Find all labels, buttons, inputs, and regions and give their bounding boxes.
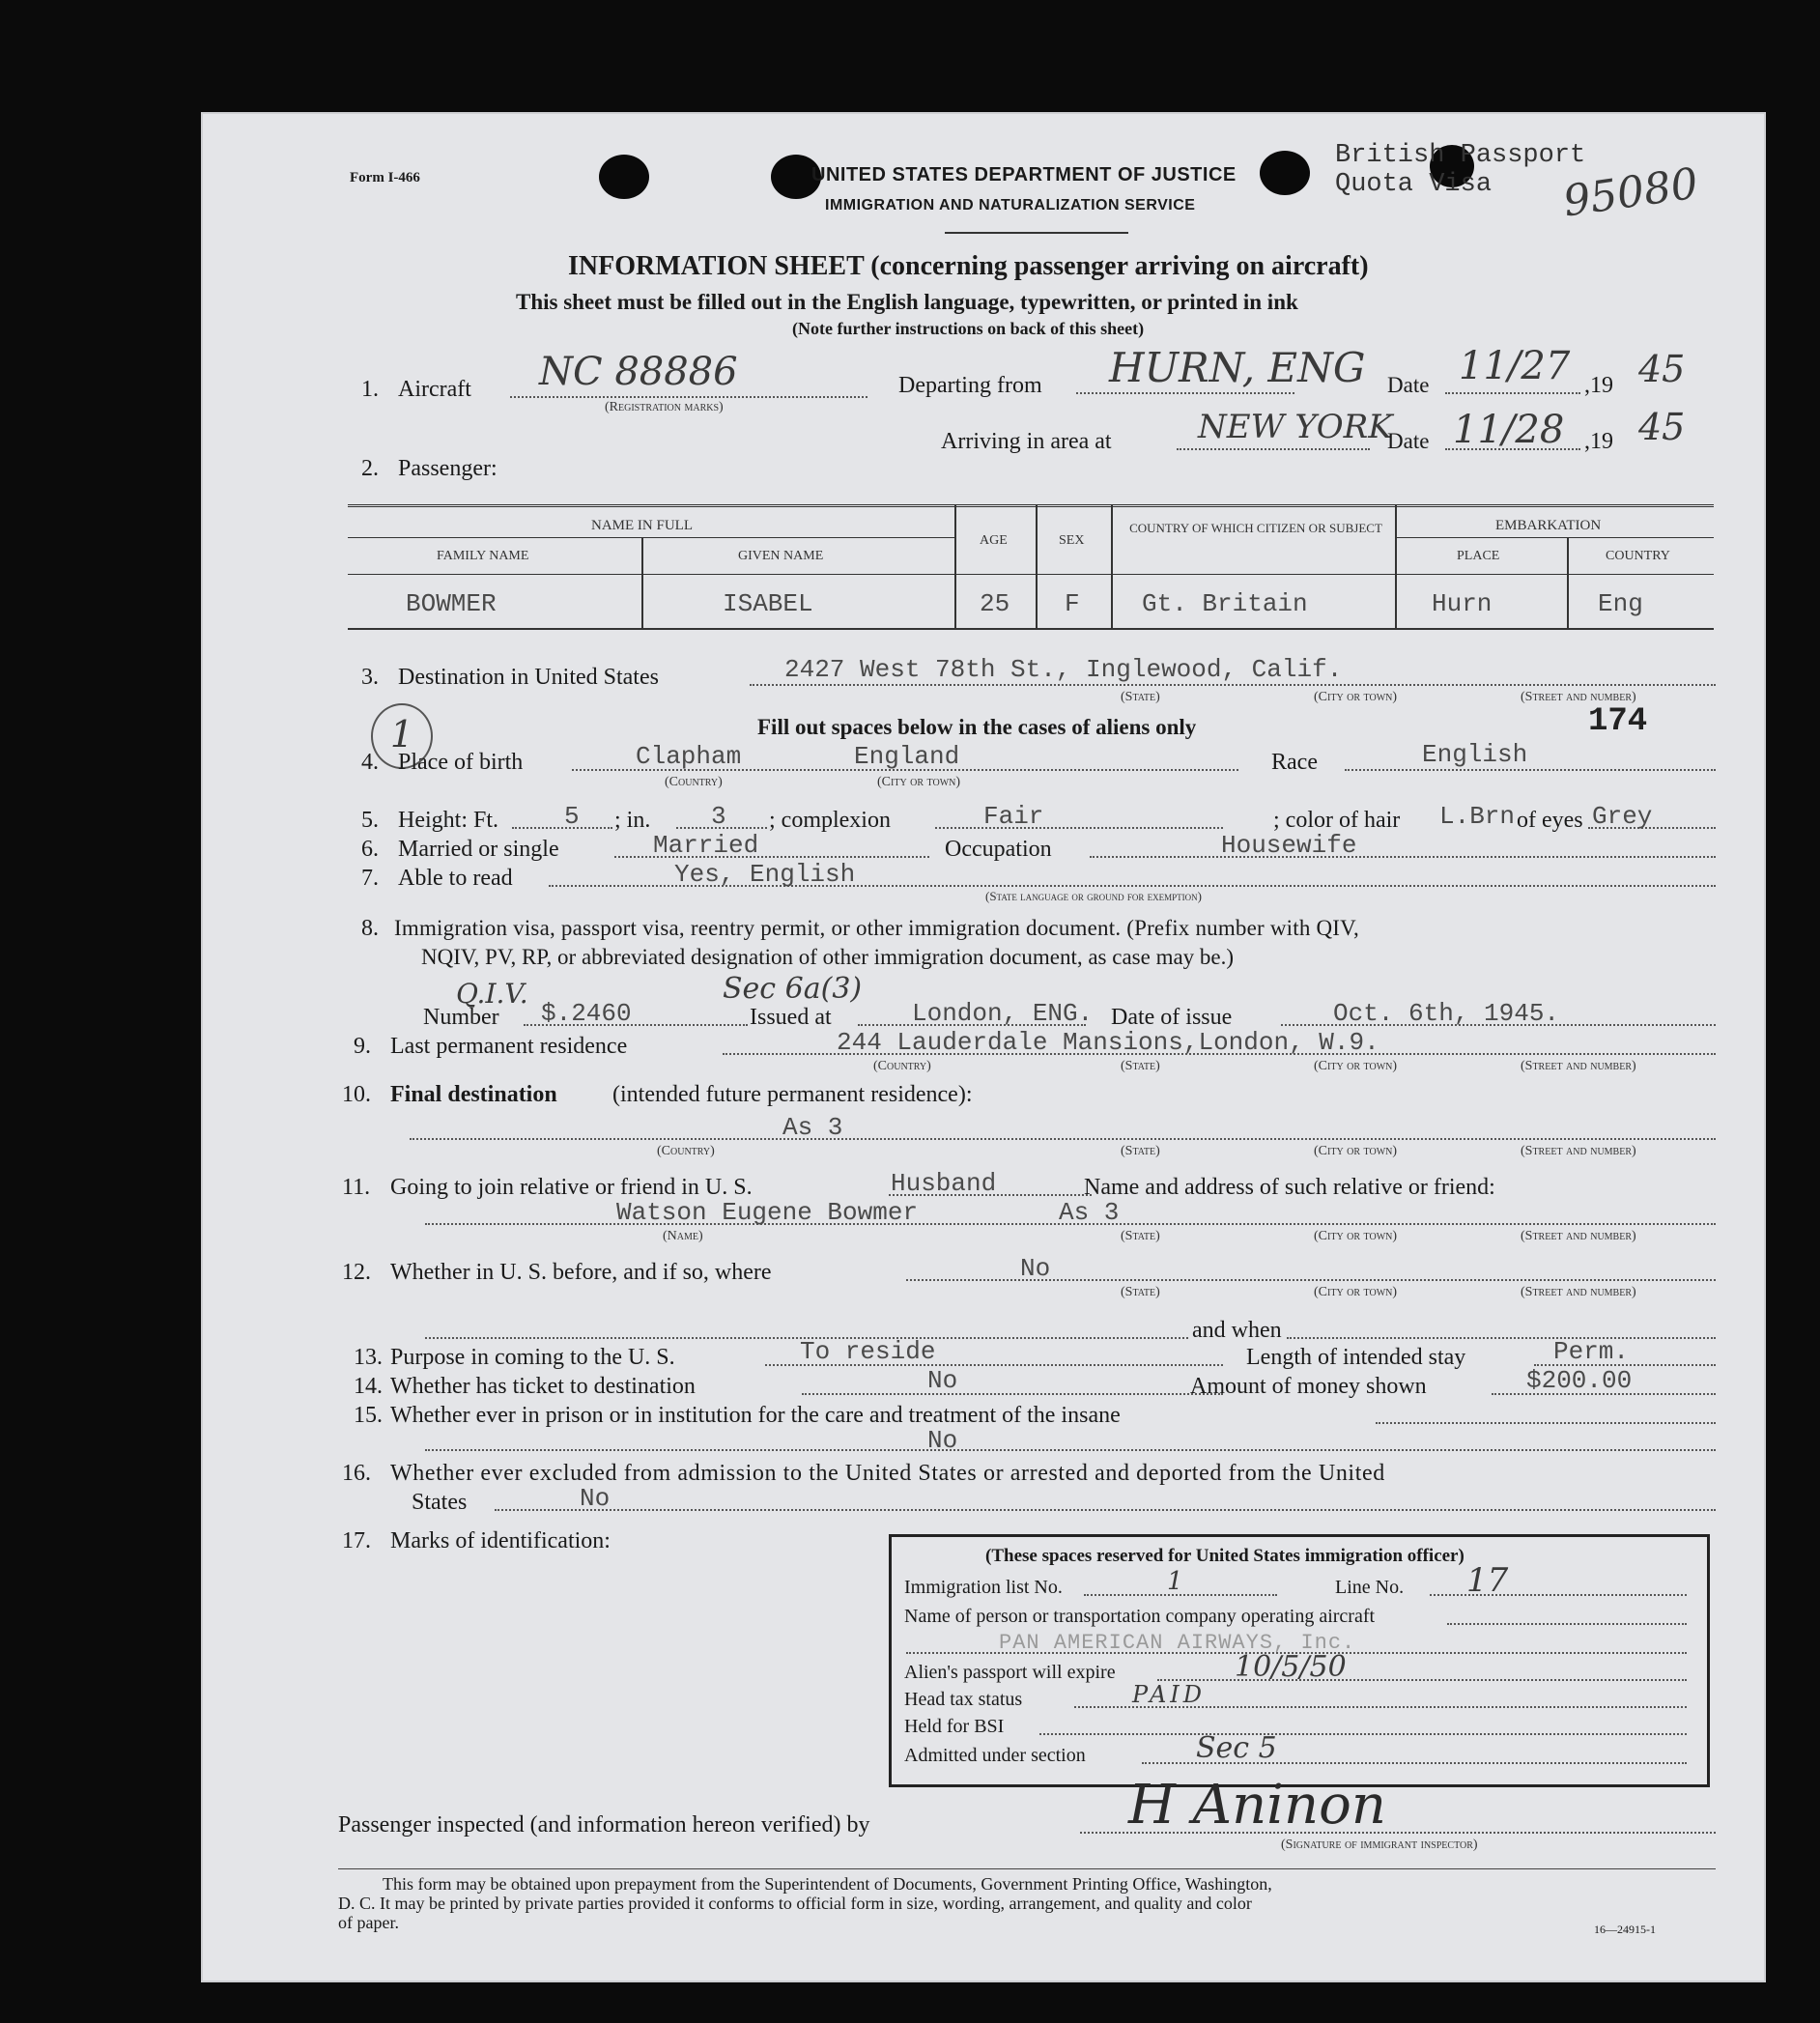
purpose-value: To reside	[800, 1337, 936, 1366]
age-cell: 25	[980, 589, 1010, 618]
family-name-header: FAMILY NAME	[437, 549, 529, 563]
stamp-line1: British Passport	[1335, 141, 1586, 170]
relative-state-caption: (State)	[1121, 1229, 1160, 1243]
passenger-label: Passenger:	[398, 456, 498, 481]
given-name-cell: ISABEL	[723, 589, 813, 618]
footer-text2: D. C. It may be printed by private parties provided it conforms to official form in size, wording, arrangement, and quality and color	[338, 1894, 1252, 1913]
when-label: and when	[1192, 1318, 1282, 1343]
final-state-caption: (State)	[1121, 1144, 1160, 1158]
arrive-year-prefix: ,19	[1584, 429, 1613, 454]
relation-value: Husband	[891, 1169, 997, 1198]
col-divider	[954, 504, 956, 628]
sex-header: SEX	[1059, 533, 1085, 548]
col-divider	[641, 537, 643, 628]
citizen-header: COUNTRY OF WHICH CITIZEN OR SUBJECT	[1129, 521, 1382, 535]
final-street-caption: (Street and number)	[1521, 1144, 1636, 1158]
sex-cell: F	[1065, 589, 1080, 618]
relative-street-caption: (Street and number)	[1521, 1229, 1636, 1243]
number-value: $.2460	[541, 999, 632, 1028]
residence-label: Last permanent residence	[390, 1034, 628, 1059]
marital-value: Married	[653, 831, 759, 860]
prior-city-caption: (City or town)	[1314, 1285, 1398, 1299]
footer-text3: of paper.	[338, 1913, 399, 1932]
title-paren: (concerning passenger arriving on aircraft)	[870, 251, 1369, 281]
bsi-line	[1039, 1733, 1687, 1735]
hair-value: L.Brn	[1439, 802, 1516, 831]
departing-line	[1076, 392, 1294, 394]
section-label: Admitted under section	[904, 1745, 1086, 1766]
officer-box-title: (These spaces reserved for United States immigration officer)	[985, 1546, 1465, 1566]
eyes-label: of eyes	[1517, 808, 1583, 833]
line-no-label: Line No.	[1335, 1577, 1405, 1598]
aircraft-line	[510, 396, 867, 398]
item2-number: 2.	[361, 456, 379, 481]
prior-state-caption: (State)	[1121, 1285, 1160, 1299]
item7-number: 7.	[361, 866, 379, 891]
reg-marks-caption: (Registration marks)	[605, 400, 724, 414]
feet-line	[512, 827, 612, 829]
race-value: English	[1422, 740, 1528, 769]
number-174: 174	[1588, 703, 1648, 740]
complexion-line	[935, 827, 1223, 829]
document-line1: Immigration visa, passport visa, reentry permit, or other immigration document. (Prefix number with QIV,	[394, 916, 1359, 940]
table-top-rule	[348, 504, 1714, 507]
height-label: Height: Ft.	[398, 808, 499, 833]
destination-city-caption: (City or town)	[1314, 690, 1398, 704]
money-label: Amount of money shown	[1190, 1374, 1427, 1399]
item12-number: 12.	[342, 1260, 371, 1285]
list-no-label: Immigration list No.	[904, 1577, 1063, 1598]
final-city-caption: (City or town)	[1314, 1144, 1398, 1158]
footer-code: 16—24915-1	[1594, 1923, 1656, 1936]
occupation-label: Occupation	[945, 837, 1052, 862]
destination-state-caption: (State)	[1121, 690, 1160, 704]
table-bottom-rule	[348, 628, 1714, 630]
hair-label: ; color of hair	[1273, 808, 1401, 833]
qiv-note: Q.I.V.	[456, 978, 528, 1010]
col-divider	[1111, 504, 1113, 628]
money-value: $200.00	[1526, 1366, 1633, 1395]
line-no-value: 17	[1466, 1561, 1509, 1600]
margin-circled-mark: 1	[371, 703, 433, 769]
item15-number: 15.	[354, 1403, 383, 1428]
arriving-value: NEW YORK	[1198, 408, 1393, 446]
final-destination-value: As 3	[782, 1113, 843, 1142]
destination-line	[750, 684, 1716, 686]
aircraft-label: Aircraft	[398, 377, 471, 402]
operator-label: Name of person or transportation company operating aircraft	[904, 1606, 1376, 1627]
col-divider	[1567, 537, 1569, 628]
citizen-cell: Gt. Britain	[1142, 589, 1308, 618]
final-destination-label-rest: (intended future permanent residence):	[612, 1082, 973, 1107]
arrive-date-value: 11/28	[1453, 408, 1565, 452]
item16-number: 16.	[342, 1461, 371, 1486]
occupation-value: Housewife	[1221, 831, 1357, 860]
item6-number: 6.	[361, 837, 379, 862]
aircraft-value: NC 88886	[539, 350, 738, 394]
arrive-year-value: 45	[1638, 406, 1686, 448]
signature-caption: (Signature of immigrant inspector)	[1281, 1838, 1478, 1852]
birthplace-city-caption: (City or town)	[877, 775, 961, 789]
list-no-value: 1	[1167, 1567, 1183, 1596]
depart-date-label: Date	[1387, 373, 1430, 397]
destination-value: 2427 West 78th St., Inglewood, Calif.	[784, 655, 1343, 684]
embarkation-header: EMBARKATION	[1495, 518, 1602, 533]
item4-number: 4.	[361, 750, 379, 775]
relative-city-caption: (City or town)	[1314, 1229, 1398, 1243]
race-label: Race	[1271, 750, 1318, 775]
inspector-signature: H Aninon	[1128, 1774, 1386, 1837]
purpose-label: Purpose in coming to the U. S.	[390, 1345, 675, 1370]
note-line: (Note further instructions on back of this sheet)	[792, 319, 1145, 338]
col-divider	[1036, 504, 1038, 628]
occupation-line	[1090, 856, 1716, 858]
final-destination-label: Final destination	[390, 1082, 557, 1107]
depart-date-line	[1445, 392, 1580, 394]
marks-label: Marks of identification:	[390, 1528, 611, 1553]
inches-value: 3	[711, 802, 726, 831]
residence-street-caption: (Street and number)	[1521, 1059, 1636, 1073]
residence-state-caption: (State)	[1121, 1059, 1160, 1073]
residence-value: 244 Lauderdale Mansions,London, W.9.	[837, 1028, 1379, 1057]
relative-name-caption: (Name)	[663, 1229, 703, 1243]
name-split-rule	[348, 537, 954, 538]
operator-line-right	[1447, 1623, 1687, 1625]
birthplace-country-caption: (Country)	[665, 775, 723, 789]
age-header: AGE	[980, 533, 1008, 548]
item17-number: 17.	[342, 1528, 371, 1553]
prior-us-label: Whether in U. S. before, and if so, where	[390, 1260, 772, 1285]
departing-label: Departing from	[898, 373, 1042, 398]
embark-place-cell: Hurn	[1432, 589, 1493, 618]
residence-country-caption: (Country)	[873, 1059, 931, 1073]
destination-street-caption: (Street and number)	[1521, 690, 1636, 704]
final-country-caption: (Country)	[657, 1144, 715, 1158]
when-line	[1287, 1337, 1716, 1339]
prison-value: No	[927, 1426, 958, 1455]
read-label: Able to read	[398, 866, 513, 891]
excluded-line	[495, 1509, 1716, 1511]
feet-value: 5	[564, 802, 580, 831]
depart-year-prefix: ,19	[1584, 373, 1613, 398]
item5-number: 5.	[361, 808, 379, 833]
prior-us-value: No	[1020, 1254, 1051, 1283]
footer-rule	[338, 1868, 1716, 1869]
relative-name-label: Name and address of such relative or friend:	[1084, 1175, 1495, 1200]
race-line	[1345, 769, 1716, 771]
item3-number: 3.	[361, 665, 379, 690]
read-value: Yes, English	[674, 860, 856, 889]
relative-name-value: Watson Eugene Bowmer	[616, 1198, 919, 1227]
form-sheet	[201, 112, 1766, 1982]
punch-hole	[1260, 151, 1310, 195]
stamp-line2: Quota Visa	[1335, 170, 1493, 199]
embark-split-rule	[1395, 537, 1714, 538]
place-header: PLACE	[1457, 549, 1500, 563]
section-value: Sec 5	[1196, 1731, 1277, 1765]
aliens-note: Fill out spaces below in the cases of aliens only	[757, 715, 1197, 739]
issued-label: Issued at	[750, 1005, 832, 1030]
excluded-value: No	[580, 1484, 611, 1513]
item9-number: 9.	[354, 1034, 371, 1059]
depart-date-value: 11/27	[1459, 344, 1571, 388]
item11-number: 11.	[342, 1175, 371, 1200]
arriving-label: Arriving in area at	[941, 429, 1112, 454]
item1-number: 1.	[361, 377, 379, 402]
name-in-full-header: NAME IN FULL	[591, 518, 693, 533]
birthplace-city: England	[854, 742, 960, 771]
destination-label: Destination in United States	[398, 665, 659, 690]
department-name: UNITED STATES DEPARTMENT OF JUSTICE	[811, 164, 1237, 185]
stay-label: Length of intended stay	[1246, 1345, 1466, 1370]
document-line2: NQIV, PV, RP, or abbreviated designation of other immigration document, as case may be.)	[421, 945, 1235, 969]
item14-number: 14.	[354, 1374, 383, 1399]
inches-label: ; in.	[614, 808, 651, 833]
read-caption: (State language or ground for exemption)	[985, 889, 1202, 903]
item10-number: 10.	[342, 1082, 371, 1107]
tax-label: Head tax status	[904, 1689, 1023, 1710]
departing-value: HURN, ENG	[1109, 344, 1366, 391]
family-name-cell: BOWMER	[406, 589, 497, 618]
tax-value: PAID	[1132, 1681, 1206, 1708]
ticket-value: No	[927, 1366, 958, 1395]
eyes-value: Grey	[1592, 802, 1653, 831]
item8-number: 8.	[361, 916, 379, 941]
table-header-rule	[348, 574, 1714, 575]
depart-year-value: 45	[1638, 348, 1686, 390]
excluded-label-2: States	[412, 1490, 468, 1515]
punch-hole	[599, 155, 649, 199]
item13-number: 13.	[354, 1345, 383, 1370]
marital-label: Married or single	[398, 837, 559, 862]
prior-street-caption: (Street and number)	[1521, 1285, 1636, 1299]
prison-label: Whether ever in prison or in institution for the care and treatment of the insane	[390, 1403, 1121, 1428]
arriving-line	[1177, 448, 1370, 450]
service-name: IMMIGRATION AND NATURALIZATION SERVICE	[825, 197, 1196, 214]
inspection-label: Passenger inspected (and information hereon verified) by	[338, 1812, 870, 1838]
operator-stamp: PAN AMERICAN AIRWAYS, Inc.	[999, 1631, 1356, 1655]
title-main: INFORMATION SHEET	[568, 251, 865, 281]
country-header: COUNTRY	[1606, 549, 1670, 563]
birthplace-label: Place of birth	[398, 750, 524, 775]
embark-country-cell: Eng	[1598, 589, 1643, 618]
expire-label: Alien's passport will expire	[904, 1662, 1116, 1683]
ticket-line	[802, 1393, 1223, 1395]
issue-date-label: Date of issue	[1111, 1005, 1233, 1030]
form-number: Form I-466	[350, 170, 420, 185]
sec-note: Sec 6a(3)	[723, 972, 863, 1006]
birthplace-country: Clapham	[636, 742, 742, 771]
complexion-value: Fair	[983, 802, 1044, 831]
final-destination-line	[410, 1138, 1716, 1140]
excluded-label: Whether ever excluded from admission to the United States or arrested and deported from the United	[390, 1461, 1385, 1486]
issue-date-value: Oct. 6th, 1945.	[1333, 999, 1560, 1028]
expire-value: 10/5/50	[1235, 1650, 1347, 1684]
given-name-header: GIVEN NAME	[738, 549, 824, 563]
prison-line-right	[1376, 1422, 1716, 1424]
bsi-label: Held for BSI	[904, 1716, 1005, 1737]
sheet-title	[568, 251, 1369, 282]
header-rule	[945, 232, 1128, 234]
join-label: Going to join relative or friend in U. S.	[390, 1175, 753, 1200]
stay-value: Perm.	[1553, 1337, 1630, 1366]
issued-value: London, ENG.	[912, 999, 1094, 1028]
ticket-label: Whether has ticket to destination	[390, 1374, 696, 1399]
footer-text1: This form may be obtained upon prepayment from the Superintendent of Documents, Government Printing Office, Washington,	[383, 1874, 1272, 1894]
relative-address-value: As 3	[1059, 1198, 1120, 1227]
complexion-label: ; complexion	[769, 808, 891, 833]
col-divider	[1395, 504, 1397, 628]
instruction-line: This sheet must be filled out in the English language, typewritten, or printed in ink	[516, 290, 1298, 314]
handwritten-number: 95080	[1560, 158, 1701, 227]
prison-line	[425, 1449, 1716, 1451]
residence-city-caption: (City or town)	[1314, 1059, 1398, 1073]
arrive-date-label: Date	[1387, 429, 1430, 453]
number-label: Number	[423, 1005, 499, 1030]
